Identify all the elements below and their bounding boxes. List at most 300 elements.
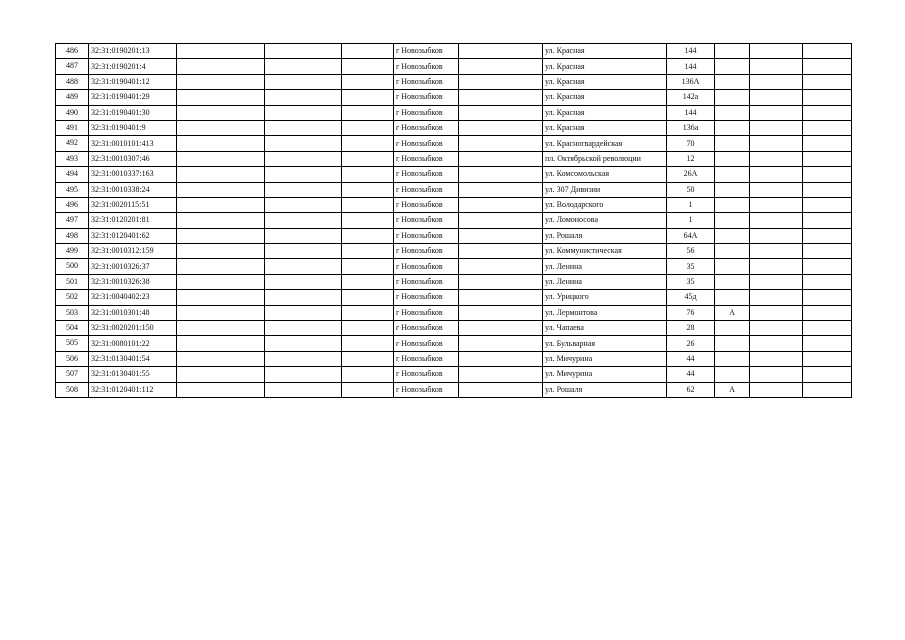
empty-cell (803, 59, 852, 74)
empty-cell (177, 213, 265, 228)
empty-cell (265, 274, 342, 289)
table-row (56, 59, 852, 74)
house-number-cell: 142а (667, 90, 715, 105)
street-cell: ул. Рошаля (543, 228, 667, 243)
table-row (56, 90, 852, 105)
row-number-cell: 495 (56, 182, 89, 197)
house-number-cell: 144 (667, 44, 715, 59)
street-cell: ул. Коммунистическая (543, 244, 667, 259)
table-row (56, 151, 852, 166)
empty-cell (803, 213, 852, 228)
empty-cell (177, 182, 265, 197)
empty-cell (750, 167, 803, 182)
empty-cell (342, 305, 394, 320)
house-number-cell: 50 (667, 182, 715, 197)
empty-cell (803, 351, 852, 366)
row-number-cell: 498 (56, 228, 89, 243)
table-row (56, 136, 852, 151)
table-row (56, 167, 852, 182)
empty-cell (342, 90, 394, 105)
empty-cell (342, 274, 394, 289)
empty-cell (265, 290, 342, 305)
empty-cell (459, 167, 543, 182)
empty-cell (803, 321, 852, 336)
house-number-cell: 64А (667, 228, 715, 243)
table-row (56, 244, 852, 259)
empty-cell (177, 74, 265, 89)
cadastral-number-cell: 32:31:0020201:150 (89, 321, 177, 336)
empty-cell (459, 244, 543, 259)
street-cell: ул. Володарского (543, 197, 667, 212)
empty-cell (750, 367, 803, 382)
cadastral-number-cell: 32:31:0010326:38 (89, 274, 177, 289)
house-number-cell: 62 (667, 382, 715, 397)
empty-cell (459, 151, 543, 166)
empty-cell (177, 321, 265, 336)
letter-cell (715, 182, 750, 197)
letter-cell (715, 151, 750, 166)
city-cell: г Новозыбков (394, 367, 459, 382)
cadastral-number-cell: 32:31:0010307:46 (89, 151, 177, 166)
empty-cell (177, 197, 265, 212)
empty-cell (459, 197, 543, 212)
city-cell: г Новозыбков (394, 305, 459, 320)
empty-cell (803, 136, 852, 151)
house-number-cell: 76 (667, 305, 715, 320)
empty-cell (177, 120, 265, 135)
street-cell: пл. Октябрьской революции (543, 151, 667, 166)
empty-cell (803, 44, 852, 59)
cadastral-number-cell: 32:31:0120401:62 (89, 228, 177, 243)
house-number-cell: 26 (667, 336, 715, 351)
cadastral-number-cell: 32:31:0080101:22 (89, 336, 177, 351)
empty-cell (177, 44, 265, 59)
street-cell: ул. Рошаля (543, 382, 667, 397)
letter-cell (715, 59, 750, 74)
cadastral-number-cell: 32:31:0010312:159 (89, 244, 177, 259)
empty-cell (265, 351, 342, 366)
empty-cell (265, 105, 342, 120)
empty-cell (265, 136, 342, 151)
empty-cell (459, 274, 543, 289)
empty-cell (177, 228, 265, 243)
empty-cell (177, 259, 265, 274)
empty-cell (803, 244, 852, 259)
letter-cell (715, 213, 750, 228)
table-row (56, 74, 852, 89)
empty-cell (265, 74, 342, 89)
letter-cell (715, 90, 750, 105)
empty-cell (459, 259, 543, 274)
empty-cell (265, 44, 342, 59)
empty-cell (342, 59, 394, 74)
empty-cell (177, 336, 265, 351)
street-cell: ул. Красная (543, 74, 667, 89)
empty-cell (750, 151, 803, 166)
row-number-cell: 497 (56, 213, 89, 228)
empty-cell (750, 274, 803, 289)
house-number-cell: 44 (667, 367, 715, 382)
house-number-cell: 56 (667, 244, 715, 259)
row-number-cell: 496 (56, 197, 89, 212)
empty-cell (750, 351, 803, 366)
letter-cell (715, 105, 750, 120)
street-cell: ул. Красная (543, 105, 667, 120)
empty-cell (342, 44, 394, 59)
empty-cell (177, 274, 265, 289)
empty-cell (342, 336, 394, 351)
street-cell: ул. Комсомольская (543, 167, 667, 182)
empty-cell (265, 197, 342, 212)
empty-cell (177, 59, 265, 74)
street-cell: ул. Лермонтова (543, 305, 667, 320)
table-row (56, 228, 852, 243)
street-cell: ул. Ленина (543, 274, 667, 289)
empty-cell (750, 105, 803, 120)
letter-cell (715, 228, 750, 243)
row-number-cell: 492 (56, 136, 89, 151)
street-cell: ул. Чапаева (543, 321, 667, 336)
empty-cell (803, 120, 852, 135)
cadastral-number-cell: 32:31:0190401:29 (89, 90, 177, 105)
letter-cell (715, 367, 750, 382)
empty-cell (750, 321, 803, 336)
empty-cell (265, 59, 342, 74)
table-row (56, 213, 852, 228)
empty-cell (750, 305, 803, 320)
empty-cell (750, 197, 803, 212)
row-number-cell: 489 (56, 90, 89, 105)
empty-cell (342, 151, 394, 166)
cadastral-number-cell: 32:31:0190401:9 (89, 120, 177, 135)
table-row (56, 274, 852, 289)
empty-cell (342, 321, 394, 336)
empty-cell (265, 244, 342, 259)
empty-cell (177, 151, 265, 166)
empty-cell (803, 259, 852, 274)
table-row (56, 351, 852, 366)
letter-cell (715, 351, 750, 366)
cadastral-number-cell: 32:31:0020115:51 (89, 197, 177, 212)
empty-cell (750, 44, 803, 59)
empty-cell (177, 351, 265, 366)
empty-cell (459, 290, 543, 305)
empty-cell (803, 105, 852, 120)
table-row (56, 120, 852, 135)
street-cell: ул. Бульварная (543, 336, 667, 351)
empty-cell (265, 90, 342, 105)
empty-cell (177, 136, 265, 151)
empty-cell (750, 382, 803, 397)
empty-cell (750, 120, 803, 135)
row-number-cell: 501 (56, 274, 89, 289)
empty-cell (750, 74, 803, 89)
cadastral-number-cell: 32:31:0190401:12 (89, 74, 177, 89)
row-number-cell: 490 (56, 105, 89, 120)
empty-cell (750, 182, 803, 197)
empty-cell (750, 228, 803, 243)
city-cell: г Новозыбков (394, 182, 459, 197)
letter-cell (715, 321, 750, 336)
table-row (56, 336, 852, 351)
empty-cell (803, 228, 852, 243)
empty-cell (265, 167, 342, 182)
empty-cell (177, 290, 265, 305)
street-cell: ул. Ломоносова (543, 213, 667, 228)
letter-cell (715, 44, 750, 59)
empty-cell (459, 44, 543, 59)
empty-cell (803, 336, 852, 351)
empty-cell (750, 244, 803, 259)
house-number-cell: 144 (667, 105, 715, 120)
table-row (56, 105, 852, 120)
table-row (56, 382, 852, 397)
city-cell: г Новозыбков (394, 136, 459, 151)
city-cell: г Новозыбков (394, 259, 459, 274)
row-number-cell: 486 (56, 44, 89, 59)
letter-cell (715, 120, 750, 135)
house-number-cell: 1 (667, 213, 715, 228)
empty-cell (750, 290, 803, 305)
row-number-cell: 508 (56, 382, 89, 397)
letter-cell: А (715, 382, 750, 397)
empty-cell (803, 367, 852, 382)
house-number-cell: 12 (667, 151, 715, 166)
row-number-cell: 493 (56, 151, 89, 166)
empty-cell (265, 120, 342, 135)
empty-cell (803, 74, 852, 89)
empty-cell (459, 382, 543, 397)
street-cell: ул. Урицкого (543, 290, 667, 305)
city-cell: г Новозыбков (394, 44, 459, 59)
letter-cell (715, 167, 750, 182)
letter-cell (715, 244, 750, 259)
city-cell: г Новозыбков (394, 167, 459, 182)
address-table (55, 43, 852, 398)
empty-cell (459, 321, 543, 336)
cadastral-number-cell: 32:31:0190401:30 (89, 105, 177, 120)
city-cell: г Новозыбков (394, 59, 459, 74)
city-cell: г Новозыбков (394, 197, 459, 212)
empty-cell (750, 259, 803, 274)
city-cell: г Новозыбков (394, 336, 459, 351)
empty-cell (342, 197, 394, 212)
empty-cell (459, 182, 543, 197)
street-cell: ул. Красная (543, 120, 667, 135)
empty-cell (459, 351, 543, 366)
cadastral-number-cell: 32:31:0190201:13 (89, 44, 177, 59)
empty-cell (342, 182, 394, 197)
empty-cell (177, 90, 265, 105)
table-row (56, 259, 852, 274)
empty-cell (803, 151, 852, 166)
row-number-cell: 503 (56, 305, 89, 320)
city-cell: г Новозыбков (394, 244, 459, 259)
cadastral-number-cell: 32:31:0010338:24 (89, 182, 177, 197)
row-number-cell: 487 (56, 59, 89, 74)
cadastral-number-cell: 32:31:0040402:23 (89, 290, 177, 305)
empty-cell (459, 59, 543, 74)
row-number-cell: 491 (56, 120, 89, 135)
city-cell: г Новозыбков (394, 105, 459, 120)
table-row (56, 367, 852, 382)
house-number-cell: 28 (667, 321, 715, 336)
empty-cell (342, 74, 394, 89)
cadastral-number-cell: 32:31:0010326:37 (89, 259, 177, 274)
table-body (56, 44, 852, 398)
empty-cell (459, 228, 543, 243)
empty-cell (342, 228, 394, 243)
row-number-cell: 506 (56, 351, 89, 366)
row-number-cell: 499 (56, 244, 89, 259)
cadastral-number-cell: 32:31:0130401:54 (89, 351, 177, 366)
empty-cell (750, 136, 803, 151)
empty-cell (459, 213, 543, 228)
street-cell: ул. Красная (543, 59, 667, 74)
street-cell: ул. Красная (543, 44, 667, 59)
letter-cell: А (715, 305, 750, 320)
house-number-cell: 70 (667, 136, 715, 151)
cadastral-number-cell: 32:31:0010101:413 (89, 136, 177, 151)
empty-cell (265, 382, 342, 397)
empty-cell (459, 305, 543, 320)
letter-cell (715, 290, 750, 305)
cadastral-number-cell: 32:31:0190201:4 (89, 59, 177, 74)
cadastral-number-cell: 32:31:0120401:112 (89, 382, 177, 397)
street-cell: ул. Ленина (543, 259, 667, 274)
street-cell: ул. Мичурина (543, 351, 667, 366)
empty-cell (803, 290, 852, 305)
empty-cell (342, 382, 394, 397)
house-number-cell: 35 (667, 274, 715, 289)
empty-cell (459, 336, 543, 351)
empty-cell (342, 120, 394, 135)
empty-cell (342, 213, 394, 228)
empty-cell (803, 382, 852, 397)
house-number-cell: 35 (667, 259, 715, 274)
empty-cell (265, 151, 342, 166)
empty-cell (459, 74, 543, 89)
cadastral-number-cell: 32:31:0010337:163 (89, 167, 177, 182)
cadastral-number-cell: 32:31:0130401:55 (89, 367, 177, 382)
empty-cell (177, 305, 265, 320)
empty-cell (265, 213, 342, 228)
city-cell: г Новозыбков (394, 321, 459, 336)
city-cell: г Новозыбков (394, 351, 459, 366)
table-row (56, 182, 852, 197)
empty-cell (803, 167, 852, 182)
table-row (56, 197, 852, 212)
table-row (56, 44, 852, 59)
cadastral-number-cell: 32:31:0120201:81 (89, 213, 177, 228)
city-cell: г Новозыбков (394, 90, 459, 105)
empty-cell (265, 182, 342, 197)
empty-cell (459, 90, 543, 105)
empty-cell (342, 167, 394, 182)
empty-cell (177, 105, 265, 120)
house-number-cell: 45д (667, 290, 715, 305)
empty-cell (177, 244, 265, 259)
street-cell: ул. Мичурина (543, 367, 667, 382)
street-cell: ул. Красная (543, 90, 667, 105)
empty-cell (177, 167, 265, 182)
empty-cell (459, 120, 543, 135)
empty-cell (342, 136, 394, 151)
empty-cell (750, 336, 803, 351)
empty-cell (803, 197, 852, 212)
city-cell: г Новозыбков (394, 151, 459, 166)
empty-cell (342, 290, 394, 305)
empty-cell (265, 367, 342, 382)
city-cell: г Новозыбков (394, 228, 459, 243)
cadastral-number-cell: 32:31:0010301:48 (89, 305, 177, 320)
letter-cell (715, 136, 750, 151)
letter-cell (715, 197, 750, 212)
house-number-cell: 144 (667, 59, 715, 74)
house-number-cell: 136А (667, 74, 715, 89)
empty-cell (265, 228, 342, 243)
table-row (56, 305, 852, 320)
city-cell: г Новозыбков (394, 74, 459, 89)
empty-cell (342, 259, 394, 274)
city-cell: г Новозыбков (394, 213, 459, 228)
empty-cell (803, 274, 852, 289)
empty-cell (342, 105, 394, 120)
empty-cell (750, 90, 803, 105)
house-number-cell: 136а (667, 120, 715, 135)
empty-cell (265, 305, 342, 320)
table-row (56, 321, 852, 336)
empty-cell (803, 305, 852, 320)
row-number-cell: 507 (56, 367, 89, 382)
letter-cell (715, 336, 750, 351)
empty-cell (342, 351, 394, 366)
empty-cell (342, 244, 394, 259)
table-row (56, 290, 852, 305)
row-number-cell: 494 (56, 167, 89, 182)
house-number-cell: 44 (667, 351, 715, 366)
letter-cell (715, 74, 750, 89)
row-number-cell: 502 (56, 290, 89, 305)
empty-cell (265, 259, 342, 274)
city-cell: г Новозыбков (394, 382, 459, 397)
house-number-cell: 26А (667, 167, 715, 182)
empty-cell (342, 367, 394, 382)
empty-cell (750, 59, 803, 74)
row-number-cell: 500 (56, 259, 89, 274)
street-cell: ул. 307 Дивизии (543, 182, 667, 197)
city-cell: г Новозыбков (394, 274, 459, 289)
empty-cell (750, 213, 803, 228)
empty-cell (177, 382, 265, 397)
empty-cell (459, 136, 543, 151)
empty-cell (265, 321, 342, 336)
letter-cell (715, 274, 750, 289)
empty-cell (265, 336, 342, 351)
house-number-cell: 1 (667, 197, 715, 212)
row-number-cell: 488 (56, 74, 89, 89)
empty-cell (459, 367, 543, 382)
city-cell: г Новозыбков (394, 290, 459, 305)
street-cell: ул. Красногвардейская (543, 136, 667, 151)
empty-cell (177, 367, 265, 382)
row-number-cell: 504 (56, 321, 89, 336)
empty-cell (803, 182, 852, 197)
letter-cell (715, 259, 750, 274)
city-cell: г Новозыбков (394, 120, 459, 135)
row-number-cell: 505 (56, 336, 89, 351)
empty-cell (459, 105, 543, 120)
